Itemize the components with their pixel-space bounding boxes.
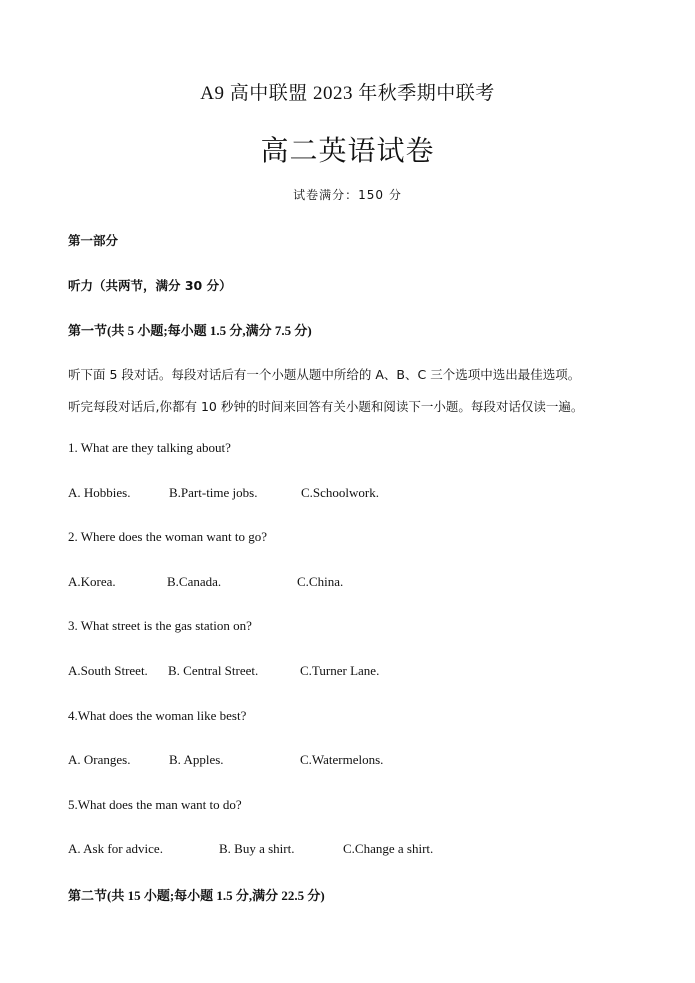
question-1-option-c: C.Schoolwork. — [301, 485, 379, 500]
part-one-label: 第一部分 — [68, 233, 119, 248]
question-2-option-a: A.Korea. — [68, 574, 116, 589]
exam-title: 高二英语试卷 — [260, 136, 435, 167]
question-5-option-c: C.Change a shirt. — [343, 841, 434, 856]
question-3-stem: 3. What street is the gas station on? — [68, 618, 252, 633]
question-1-option-b: B.Part-time jobs. — [169, 485, 258, 500]
question-1-stem: 1. What are they talking about? — [68, 440, 231, 455]
listening-heading: 听力（共两节，满分 30 分） — [68, 278, 232, 293]
section-one-instruction-line1: 听下面 5 段对话。每段对话后有一个小题从题中所给的 A、B、C 三个选项中选出最佳选项。 — [68, 367, 581, 382]
section-two-heading: 第二节(共 15 小题;每小题 1.5 分,满分 22.5 分) — [68, 888, 325, 903]
question-2-stem: 2. Where does the woman want to go? — [68, 529, 268, 544]
section-one-heading: 第一节(共 5 小题;每小题 1.5 分,满分 7.5 分) — [68, 323, 312, 338]
exam-name: A9 高中联盟 2023 年秋季期中联考 — [200, 83, 495, 104]
question-4-stem: 4.What does the woman like best? — [68, 708, 247, 723]
question-5-stem: 5.What does the man want to do? — [68, 797, 242, 812]
full-score: 试卷满分：150 分 — [293, 188, 402, 202]
question-4-option-b: B. Apples. — [169, 752, 224, 767]
question-3-option-c: C.Turner Lane. — [300, 663, 380, 678]
question-4-option-c: C.Watermelons. — [300, 752, 384, 767]
question-3-option-a: A.South Street. — [68, 663, 148, 678]
section-one-instruction-line2: 听完每段对话后,你都有 10 秒钟的时间来回答有关小题和阅读下一小题。每段对话仅读一遍。 — [68, 399, 584, 414]
question-5-option-b: B. Buy a shirt. — [219, 841, 295, 856]
question-1-option-a: A. Hobbies. — [68, 485, 131, 500]
question-5-option-a: A. Ask for advice. — [68, 841, 163, 856]
question-2-option-b: B.Canada. — [167, 574, 222, 589]
question-4-option-a: A. Oranges. — [68, 752, 131, 767]
question-3-option-b: B. Central Street. — [168, 663, 259, 678]
question-2-option-c: C.China. — [297, 574, 344, 589]
